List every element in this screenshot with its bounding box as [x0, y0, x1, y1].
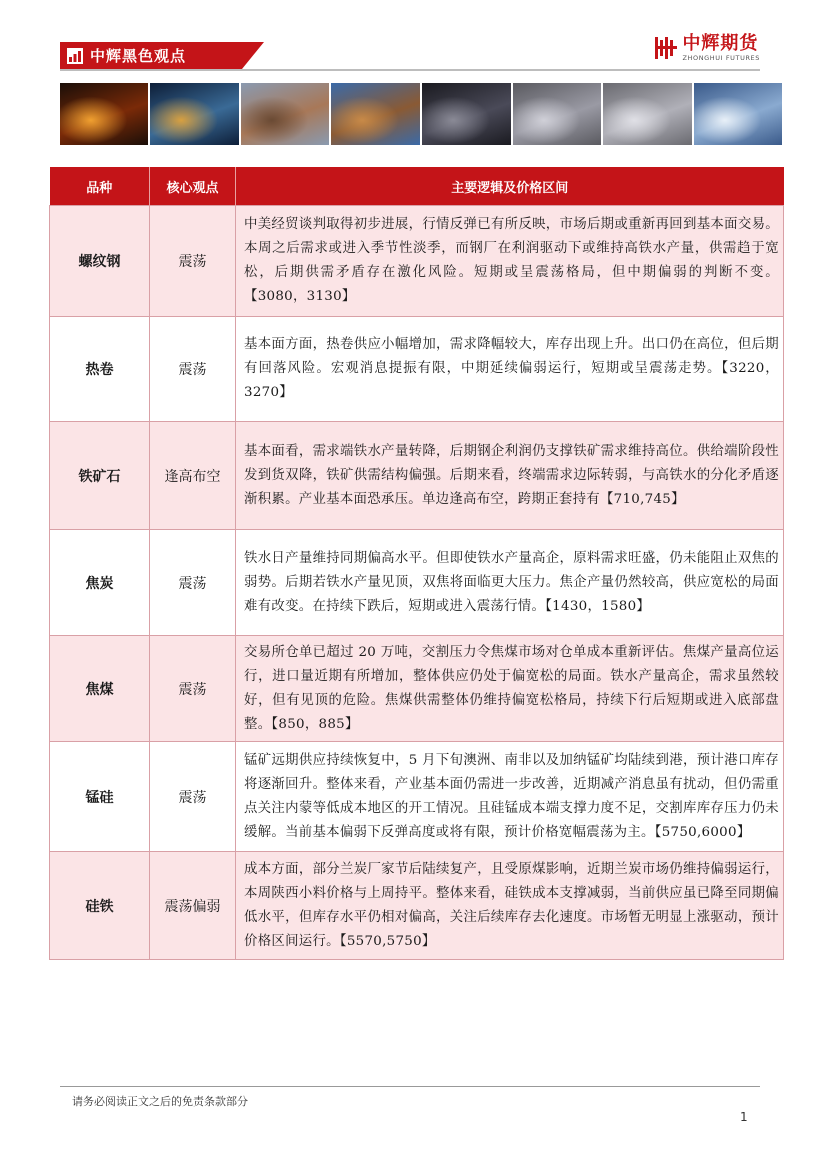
table-row — [50, 636, 784, 742]
table-row — [50, 742, 784, 852]
steel-arch-bridge-photo — [694, 83, 782, 145]
tunnel-excavator-photo — [150, 83, 239, 145]
table-row — [50, 852, 784, 960]
core-view: 震荡 — [150, 742, 236, 852]
variety-name: 铁矿石 — [50, 422, 150, 530]
header-variety: 品种 — [50, 167, 150, 206]
footer-divider — [60, 1086, 760, 1087]
steel-worker-sparks-photo — [60, 83, 148, 145]
disclaimer-note: 请务必阅读正文之后的免责条款部分 — [72, 1095, 248, 1108]
variety-name: 锰硅 — [50, 742, 150, 852]
logic-text: 交易所仓单已超过 20 万吨，交割压力令焦煤市场对仓单成本重新评估。焦煤产量高位运行，进口量近期有所增加，整体供应仍处于偏宽松的局面。铁水产量高企，需求虽然较好，但有见顶的危险。焦煤供需整体仍维持偏宽松格局，持续下行后短期或进入底部盘整。【850，885】 — [236, 636, 784, 742]
core-view: 逢高布空 — [150, 422, 236, 530]
header-logic-price-range: 主要逻辑及价格区间 — [236, 167, 784, 206]
metal-ingots-photo — [513, 83, 601, 145]
logic-text: 铁水日产量维持同期偏高水平。但即使铁水产量高企，原料需求旺盛，仍未能阻止双焦的弱势。后期若铁水产量见顶，双焦将面临更大压力。焦企产量仍然较高，供应宽松的局面难有改变。在持续下跌后，短期或进入震荡行情。【1430，1580】 — [236, 530, 784, 636]
table-row — [50, 530, 784, 636]
logo-chinese-name: 中辉期货 — [682, 33, 759, 54]
header-core-view: 核心观点 — [150, 167, 236, 206]
logic-text: 中美经贸谈判取得初步进展，行情反弹已有所反映，市场后期或重新再回到基本面交易。本周之后需求或进入季节性淡季，而钢厂在利润驱动下或维持高铁水产量，供需趋于宽松，后期供需矛盾存在激化风险。短期或呈震荡格局，但中期偏弱的判断不变。【3080，3130】 — [236, 206, 784, 317]
table-header-row — [50, 167, 784, 206]
section-title: 中辉黑色观点 — [90, 47, 187, 65]
bar-chart-icon — [66, 47, 84, 65]
logic-text: 锰矿远期供应持续恢复中，5 月下旬澳洲、南非以及加纳锰矿均陆续到港，预计港口库存将逐渐回升。整体来看，产业基本面仍需进一步改善，近期减产消息虽有扰动，但仍需重点关注内蒙等低成本地区的开工情况。且硅锰成本端支撑力度不足，交割库库存压力仍未缓解。当前基本偏弱下反弹高度或将有限，预计价格宽幅震荡为主。【5750,6000】 — [236, 742, 784, 852]
page-number: 1 — [740, 1110, 748, 1124]
variety-name: 硅铁 — [50, 852, 150, 960]
table-row — [50, 206, 784, 317]
core-view: 震荡 — [150, 530, 236, 636]
logic-text: 基本面看，需求端铁水产量转降，后期钢企利润仍支撑铁矿需求维持高位。供给端阶段性发到货双降，铁矿供需结构偏强。后期来看，终端需求边际转弱，与高铁水的分化矛盾逐渐积累。产业基本面恐承压。单边逢高布空，跨期正套持有【710,745】 — [236, 422, 784, 530]
core-view: 震荡 — [150, 317, 236, 422]
bucket-wheel-excavator-photo — [331, 83, 420, 145]
logo-mark-icon — [655, 37, 677, 59]
rebar-bundle-photo — [603, 83, 692, 145]
table-row — [50, 317, 784, 422]
photo-strip — [60, 83, 786, 145]
core-view: 震荡偏弱 — [150, 852, 236, 960]
logic-text: 基本面方面，热卷供应小幅增加，需求降幅较大，库存出现上升。出口仍在高位，但后期有回落风险。宏观消息提振有限，中期延续偏弱运行，短期或呈震荡走势。【3220，3270】 — [236, 317, 784, 422]
logic-text: 成本方面，部分兰炭厂家节后陆续复产，且受原煤影响，近期兰炭市场仍维持偏弱运行，本周陕西小料价格与上周持平。整体来看，硅铁成本支撑减弱，当前供应虽已降至同期偏低水平，但库存水平仍相对偏高，关注后续库存去化速度。市场暂无明显上涨驱动，预计价格区间运行。【5570,5750】 — [236, 852, 784, 960]
core-view: 震荡 — [150, 206, 236, 317]
company-logo — [655, 34, 760, 62]
core-view: 震荡 — [150, 636, 236, 742]
section-banner — [60, 42, 242, 69]
variety-name: 螺纹钢 — [50, 206, 150, 317]
table-row — [50, 422, 784, 530]
variety-name: 焦炭 — [50, 530, 150, 636]
viewpoint-table — [49, 167, 784, 960]
header-divider — [60, 69, 760, 71]
logo-english-name: ZHONGHUI FUTURES — [682, 54, 760, 62]
page-header — [60, 33, 760, 72]
variety-name: 焦煤 — [50, 636, 150, 742]
banner-tail — [242, 42, 264, 69]
variety-name: 热卷 — [50, 317, 150, 422]
coal-mining-machine-photo — [422, 83, 511, 145]
open-pit-mine-photo — [241, 83, 329, 145]
